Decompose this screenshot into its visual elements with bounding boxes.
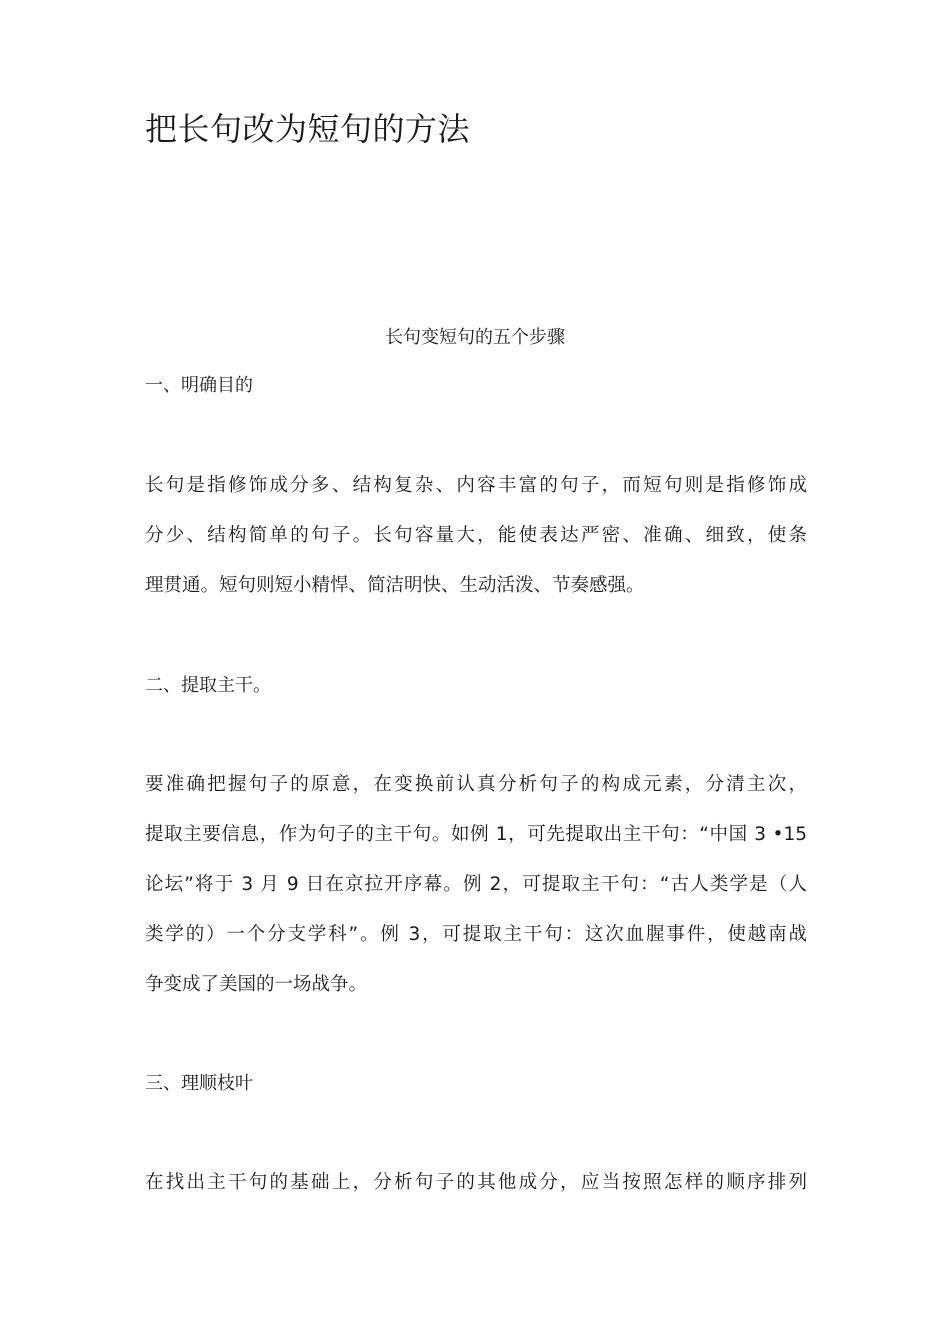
section-paragraph bbox=[145, 472, 807, 622]
paragraph-line: 在找出主干句的基础上，分析句子的其他成分，应当按照怎样的顺序排列 bbox=[145, 1172, 807, 1193]
section-paragraph bbox=[145, 1169, 807, 1219]
paragraph-line: 要准确把握句子的原意，在变换前认真分析句子的构成元素，分清主次， bbox=[145, 774, 807, 795]
section-heading: 二、提取主干。 bbox=[145, 675, 271, 696]
paragraph-line: 长句是指修饰成分多、结构复杂、内容丰富的句子，而短句则是指修饰成 bbox=[145, 475, 807, 496]
paragraph-line: 理贯通。短句则短小精悍、简洁明快、生动活泼、节奏感强。 bbox=[145, 575, 645, 596]
section-heading: 一、明确目的 bbox=[145, 375, 253, 396]
section-heading: 三、理顺枝叶 bbox=[145, 1073, 253, 1094]
paragraph-line: 争变成了美国的一场战争。 bbox=[145, 974, 368, 995]
section-paragraph bbox=[145, 771, 807, 1021]
paragraph-line: 提取主要信息，作为句子的主干句。如例 1，可先提取出主干句：“中国 3 •15 bbox=[145, 824, 807, 845]
document-subtitle: 长句变短句的五个步骤 bbox=[385, 327, 565, 348]
paragraph-line: 论坛”将于 3 月 9 日在京拉开序幕。例 2，可提取主干句：“古人类学是（人 bbox=[145, 874, 807, 895]
paragraph-line: 分少、结构简单的句子。长句容量大，能使表达严密、准确、细致，使条 bbox=[145, 525, 807, 546]
document-title: 把长句改为短句的方法 bbox=[145, 110, 471, 148]
paragraph-line: 类学的）一个分支学科”。例 3，可提取主干句：这次血腥事件，使越南战 bbox=[145, 924, 807, 945]
